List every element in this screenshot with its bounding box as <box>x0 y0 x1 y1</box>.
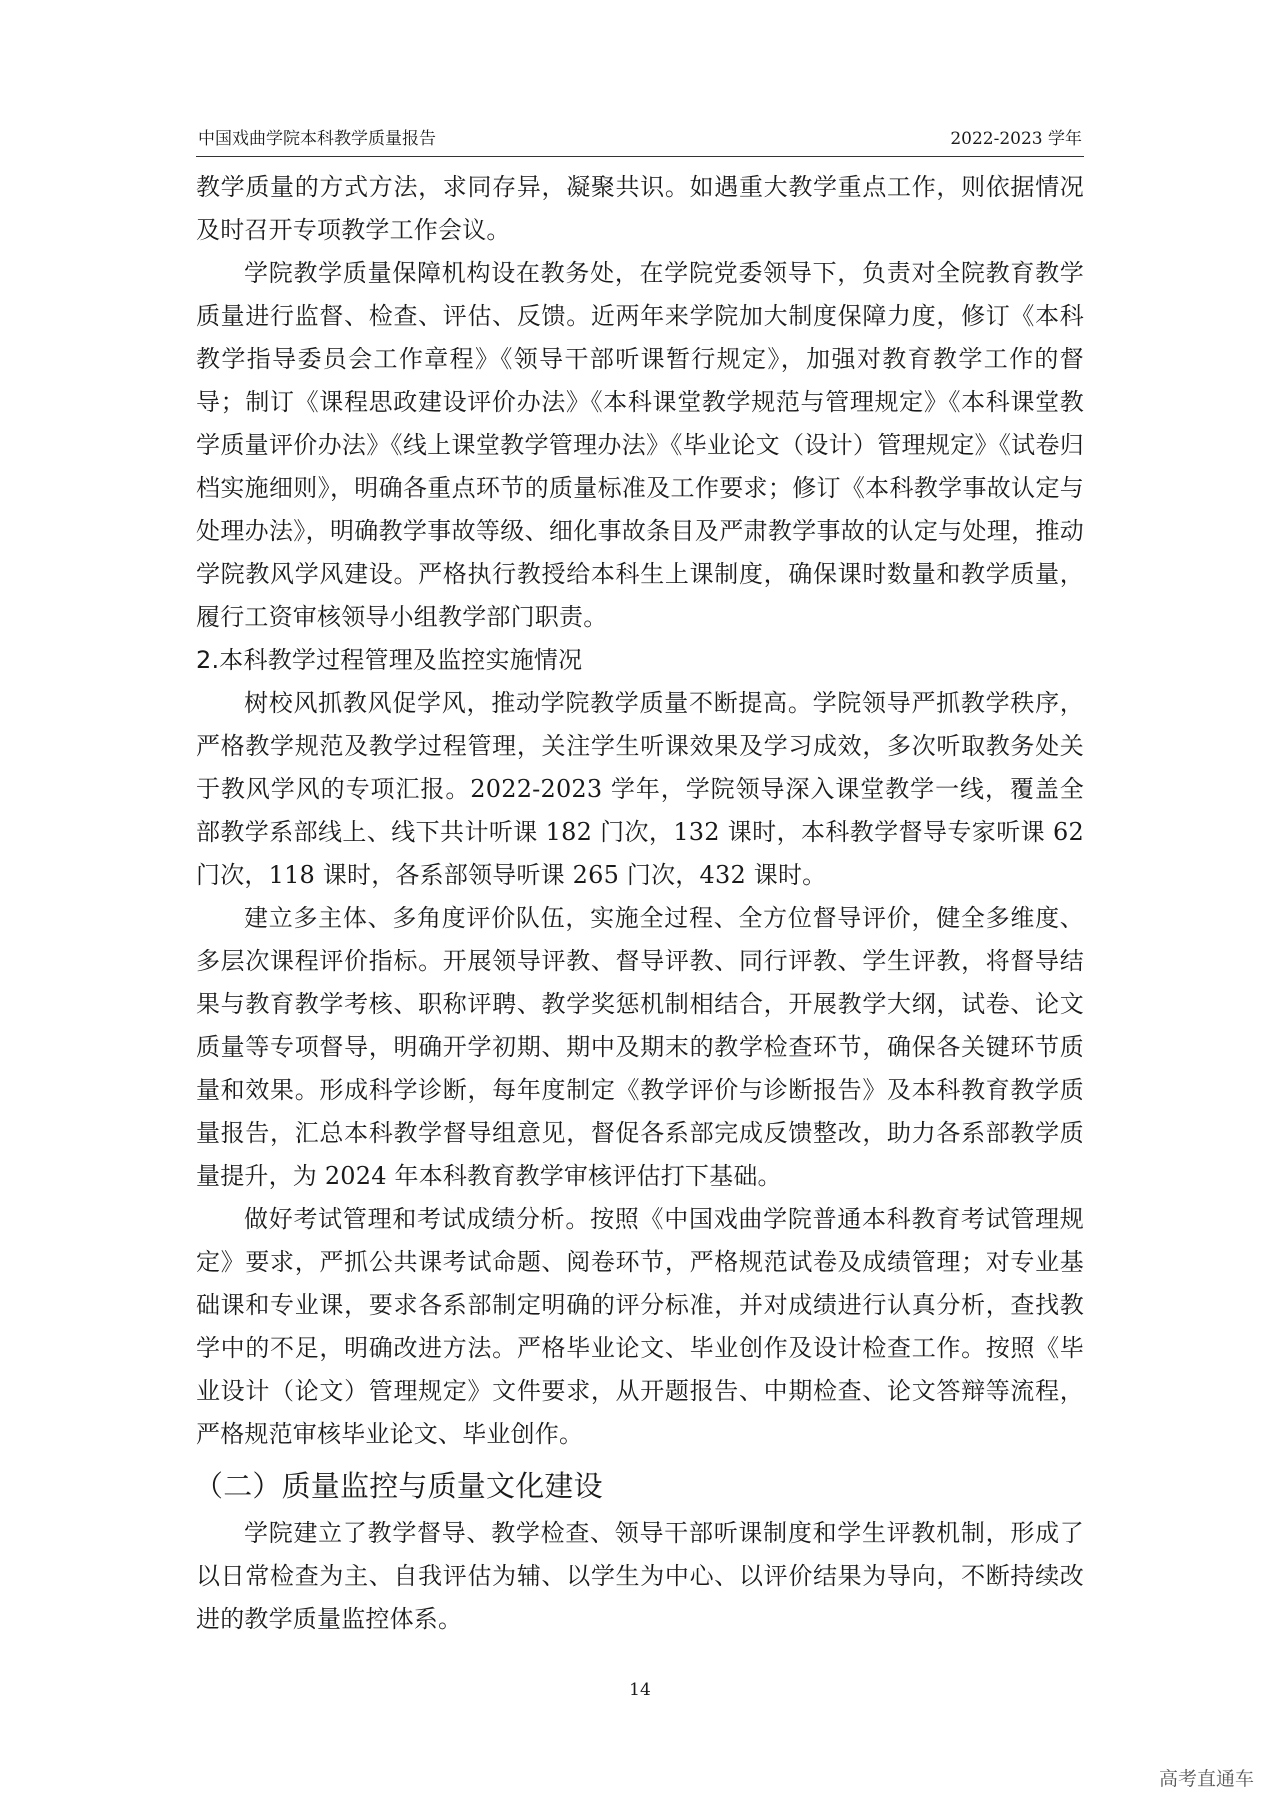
paragraph-exam-management: 做好考试管理和考试成绩分析。按照《中国戏曲学院普通本科教育考试管理规定》要求，严抓公共课考试命题、阅卷环节，严格规范试卷及成绩管理；对专业基础课和专业课，要求各系部制定明确的评分标准，并对成绩进行认真分析，查找教学中的不足，明确改进方法。严格毕业论文、毕业创作及设计检查工作。按照《毕业设计（论文）管理规定》文件要求，从开题报告、中期检查、论文答辩等流程，严格规范审核毕业论文、毕业创作。 <box>196 1205 1084 1448</box>
watermark-text: 高考直通车 <box>1158 1768 1254 1790</box>
part-heading-quality-monitoring: （二）质量监控与质量文化建设 <box>194 1469 603 1503</box>
page-number: 14 <box>629 1680 651 1700</box>
paragraph-quality-assurance: 学院教学质量保障机构设在教务处，在学院党委领导下，负责对全院教育教学质量进行监督、检查、评估、反馈。近两年来学院加大制度保障力度，修订《本科教学指导委员会工作章程》《领导干部听课暂行规定》，加强对教育教学工作的督导；制订《课程思政建设评价办法》《本科课堂教学规范与管理规定》《本科课堂教学质量评价办法》《线上课堂教学管理办法》《毕业论文（设计）管理规定》《试卷归档实施细则》，明确各重点环节的质量标准及工作要求；修订《本科教学事故认定与处理办法》，明确教学事故等级、细化事故条目及严肃教学事故的认定与处理，推动学院教风学风建设。严格执行教授给本科生上课制度，确保课时数量和教学质量，履行工资审核领导小组教学部门职责。 <box>196 259 1084 631</box>
body-content <box>196 166 1084 1641</box>
header-report-title: 中国戏曲学院本科教学质量报告 <box>198 129 436 149</box>
paragraph-evaluation-team: 建立多主体、多角度评价队伍，实施全过程、全方位督导评价，健全多维度、多层次课程评价指标。开展领导评教、督导评教、同行评教、学生评教，将督导结果与教育教学考核、职称评聘、教学奖惩机制相结合，开展教学大纲，试卷、论文质量等专项督导，明确开学初期、期中及期末的教学检查环节，确保各关键环节质量和效果。形成科学诊断，每年度制定《教学评价与诊断报告》及本科教育教学质量报告，汇总本科教学督导组意见，督促各系部完成反馈整改，助力各系部教学质量提升，为 2024 年本科教育教学审核评估打下基础。 <box>196 904 1084 1190</box>
paragraph-continued: 教学质量的方式方法，求同存异，凝聚共识。如遇重大教学重点工作，则依据情况及时召开专项教学工作会议。 <box>196 173 1084 244</box>
header-academic-year: 2022-2023 学年 <box>950 129 1082 149</box>
paragraph-teaching-style: 树校风抓教风促学风，推动学院教学质量不断提高。学院领导严抓教学秩序，严格教学规范及教学过程管理，关注学生听课效果及学习成效，多次听取教务处关于教风学风的专项汇报。2022-2023 学年，学院领导深入课堂教学一线，覆盖全部教学系部线上、线下共计听课 182 门次，132 课时，本科教学督导专家听课 62 门次，118 课时，各系部领导听课 265 门次，432 课时。 <box>196 689 1084 889</box>
section-heading-process-management: 2.本科教学过程管理及监控实施情况 <box>196 646 583 674</box>
paragraph-monitoring-system: 学院建立了教学督导、教学检查、领导干部听课制度和学生评教机制，形成了以日常检查为主、自我评估为辅、以学生为中心、以评价结果为导向，不断持续改进的教学质量监控体系。 <box>196 1519 1084 1633</box>
page-header <box>196 122 1084 157</box>
